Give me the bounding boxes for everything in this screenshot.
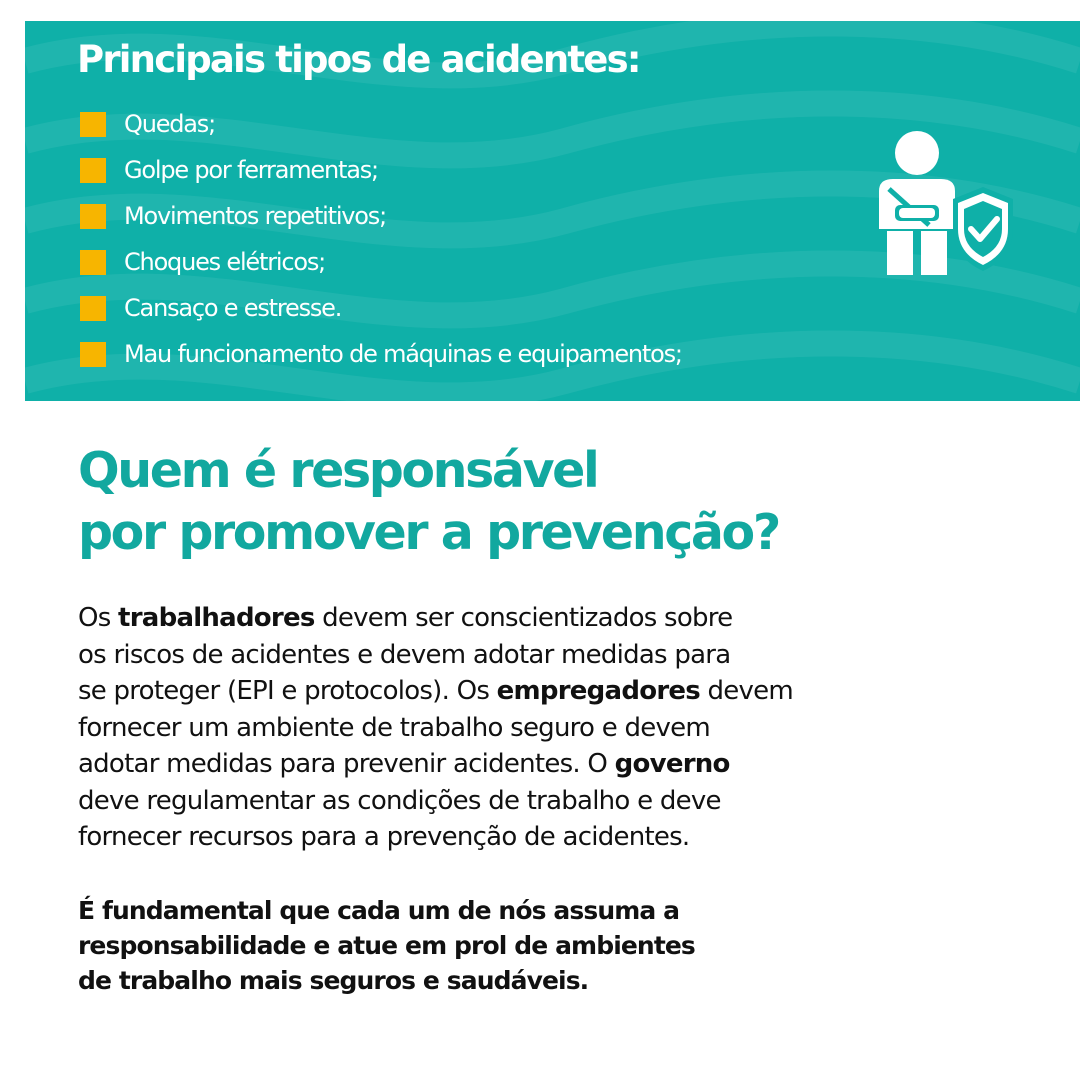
text-run: devem bbox=[700, 676, 793, 706]
list-item bbox=[80, 285, 682, 331]
list-item-label: Cansaço e estresse. bbox=[124, 294, 342, 322]
list-item-label: Golpe por ferramentas; bbox=[124, 156, 378, 184]
paragraph-line: deve regulamentar as condições de trabalho e deve bbox=[78, 785, 721, 816]
list-item bbox=[80, 239, 682, 285]
closing-line: de trabalho mais seguros e saudáveis. bbox=[78, 966, 589, 995]
text-run: Os bbox=[78, 603, 119, 633]
paragraph-line bbox=[78, 746, 978, 783]
body-paragraph bbox=[78, 600, 978, 856]
square-bullet-icon bbox=[80, 112, 106, 137]
bold-text-run: empregadores bbox=[496, 676, 700, 706]
text-run: adotar medidas para prevenir acidentes. O bbox=[78, 749, 615, 779]
text-run: devem ser conscientizados sobre bbox=[314, 603, 733, 633]
list-item-label: Quedas; bbox=[124, 110, 215, 138]
list-item-label: Mau funcionamento de máquinas e equipamentos; bbox=[124, 340, 682, 368]
text-run: se proteger (EPI e protocolos). Os bbox=[78, 676, 497, 706]
list-item-label: Movimentos repetitivos; bbox=[124, 202, 386, 230]
square-bullet-icon bbox=[80, 296, 106, 321]
injured-worker-shield-icon bbox=[865, 129, 1015, 279]
list-item bbox=[80, 101, 682, 147]
paragraph-line bbox=[78, 600, 978, 637]
list-item-label: Choques elétricos; bbox=[124, 248, 326, 276]
panel-title: Principais tipos de acidentes: bbox=[77, 38, 640, 81]
list-item bbox=[80, 331, 682, 377]
closing-line: responsabilidade e atue em prol de ambientes bbox=[78, 931, 695, 960]
section-heading bbox=[78, 440, 779, 564]
square-bullet-icon bbox=[80, 342, 106, 367]
square-bullet-icon bbox=[80, 250, 106, 275]
paragraph-line: fornecer um ambiente de trabalho seguro e devem bbox=[78, 712, 710, 743]
heading-line: Quem é responsável bbox=[78, 442, 598, 499]
list-item bbox=[80, 147, 682, 193]
bold-text-run: governo bbox=[614, 749, 730, 779]
list-item bbox=[80, 193, 682, 239]
square-bullet-icon bbox=[80, 204, 106, 229]
square-bullet-icon bbox=[80, 158, 106, 183]
paragraph-line: os riscos de acidentes e devem adotar medidas para bbox=[78, 639, 731, 670]
accident-types-list bbox=[80, 101, 682, 377]
heading-line: por promover a prevenção? bbox=[78, 504, 779, 561]
paragraph-line: fornecer recursos para a prevenção de acidentes. bbox=[78, 822, 690, 852]
closing-statement bbox=[78, 893, 978, 998]
closing-line: É fundamental que cada um de nós assuma a bbox=[78, 896, 680, 925]
accident-types-panel bbox=[25, 21, 1080, 401]
bold-text-run: trabalhadores bbox=[118, 603, 315, 633]
paragraph-line bbox=[78, 673, 978, 710]
